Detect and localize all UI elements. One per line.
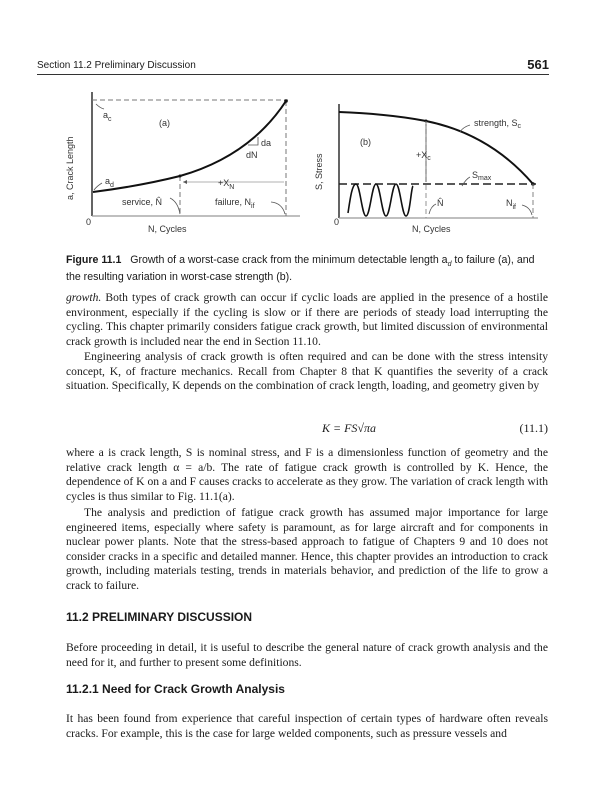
svg-text:da: da — [261, 138, 272, 148]
panel-a — [65, 92, 300, 234]
svg-text:ac: $a_c$ — [103, 110, 112, 123]
section-title: Section 11.2 Preliminary Discussion — [37, 60, 196, 71]
paragraph-6: It has been found from experience that careful inspection of certain types of hardware often reveals cracks. For example, this is the case for large welded components, such as pressure vessels and — [66, 712, 548, 740]
svg-text:Nif: $N_{if}$ — [506, 198, 516, 211]
svg-text:N, Cycles: N, Cycles — [148, 224, 187, 234]
svg-text:dN: dN — [246, 150, 258, 160]
subsection-heading: 11.2.1 Need for Crack Growth Analysis — [66, 682, 285, 696]
svg-text:(a): (a) — [159, 118, 170, 128]
equation-number: (11.1) — [519, 421, 548, 435]
paragraph-2: Engineering analysis of crack growth is often required and can be done with the stress intensity concept, K, of fracture mechanics. Recall from Chapter 8 that K quantifies the severity of a crack situation. Specifically, K depends on the combination of crack length, loading, and geometry given by — [66, 350, 548, 393]
paragraph-5: Before proceeding in detail, it is useful to describe the general nature of crack growth analysis and the need for it, and further to present some definitions. — [66, 641, 548, 669]
svg-text:service, N̂: service, N̂ — [122, 197, 163, 207]
ylabel-a: a, Crack Length — [65, 136, 75, 200]
equation: K = FS√πa — [322, 421, 377, 435]
page-number: 561 — [527, 57, 549, 72]
paragraph-1: growth. Both types of crack growth can occur if cyclic loads are applied in the presence of a hostile environment, especially if the cycling is slow or if there are periods of steady load interrupting the cycling. This chapter primarily considers fatigue crack growth, but limited discussion of environmental crack growth is included near the end in Section 11.10. — [66, 291, 548, 348]
paragraph-4: The analysis and prediction of fatigue crack growth has assumed major importance for large engineered items, especially where safety is paramount, as for large aircraft and for components in nuclear power plants. Note that the stress-based approach to fatigue of Chapters 9 and 10 does not consider cracks in a specific and detailed manner. Hence, this chapter provides an introduction to crack growth, including materials testing, trends in materials behavior, and prediction of the life to grow a crack to failure. — [66, 506, 548, 592]
svg-text:0: 0 — [334, 217, 340, 227]
svg-text:(b): (b) — [360, 137, 371, 147]
svg-text:0: 0 — [86, 217, 92, 227]
figure-caption: Figure 11.1 Growth of a worst-case crack from the minimum detectable length $a_d$ to failure (a), and the resulting variation in worst-case strength (b). — [66, 254, 535, 284]
caption-label: Figure 11.1 — [66, 254, 122, 266]
svg-text:strength, Sc: strength, $S_c$ — [474, 118, 522, 130]
svg-text:+Xc: $+X_c$ — [416, 150, 431, 162]
svg-text:N, Cycles: N, Cycles — [412, 224, 451, 234]
svg-text:failure, Nif: failure, $N_{if}$ — [215, 197, 255, 210]
panel-b — [314, 104, 538, 234]
section-heading: 11.2 PRELIMINARY DISCUSSION — [66, 610, 253, 624]
svg-text:Smax: $S_{max}$ — [472, 170, 492, 182]
svg-text:ad: $a_d$ — [105, 176, 114, 189]
figure-11-1 — [0, 0, 613, 250]
svg-text:+XN: $+X_N$ — [218, 178, 235, 191]
paragraph-3: where a is crack length, S is nominal stress, and F is a dimensionless function of geometry and the relative crack length α = a/b. The rate of fatigue crack growth is controlled by K. Hence, the dependence of K on a and F causes cracks to accelerate as they grow. The variation of crack length with cycles is thus similar to Fig. 11.1(a). — [66, 446, 548, 503]
svg-text:N̂: N̂ — [437, 198, 444, 208]
equation-11-1 — [66, 421, 548, 437]
ylabel-b: S, Stress — [314, 153, 324, 190]
